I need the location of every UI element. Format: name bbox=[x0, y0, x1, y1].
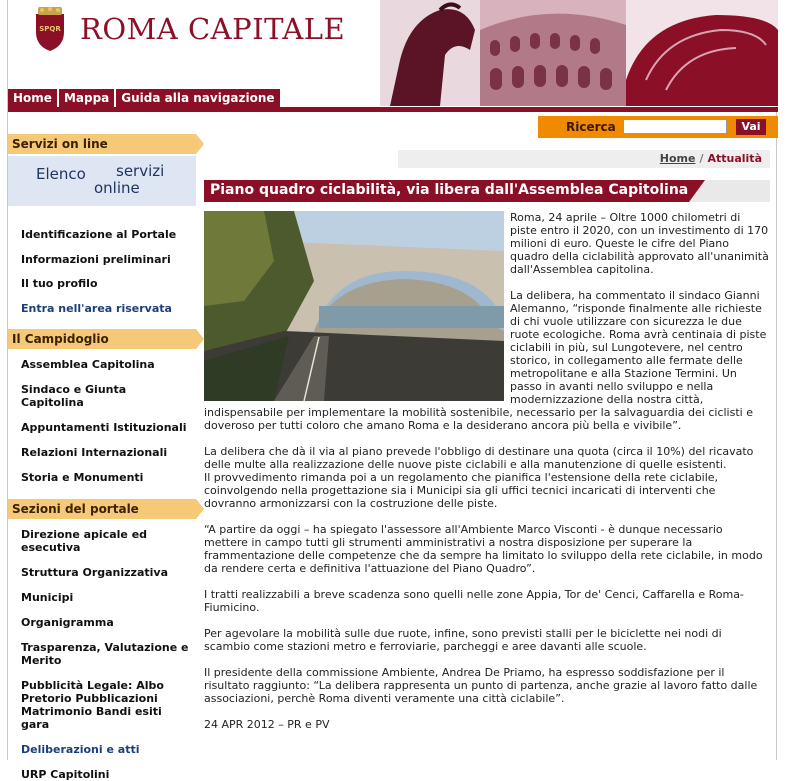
sidebar-section-campidoglio: Il Campidoglio bbox=[8, 329, 196, 349]
nav-guida[interactable]: Guida alla navigazione bbox=[116, 89, 281, 107]
sidebar-section-servizi: Servizi on line bbox=[8, 134, 196, 154]
sidebar-item-identificazione[interactable]: Identificazione al Portale bbox=[21, 228, 177, 241]
sidebar-item-profilo[interactable]: Il tuo profilo bbox=[21, 277, 98, 290]
sidebar-item-appuntamenti[interactable]: Appuntamenti Istituzionali bbox=[21, 421, 187, 434]
sidebar-item-assemblea[interactable]: Assemblea Capitolina bbox=[21, 358, 155, 371]
header-photo-horse bbox=[380, 0, 480, 106]
breadcrumb-current[interactable]: Attualità bbox=[707, 152, 762, 165]
sidebar-item-direzione[interactable]: Direzione apicale ed esecutiva bbox=[21, 528, 148, 554]
article-paragraph-1: Roma, 24 aprile – Oltre 1000 chilometri di piste entro il 2020, con un investimento di 170 milioni di euro. Queste le cifre del Piano quadro della ciclabilità approvato all'unanimità dall'Assemblea capitolina. bbox=[510, 211, 769, 276]
sidebar-item-trasparenza[interactable]: Trasparenza, Valutazione e Merito bbox=[21, 641, 189, 667]
article-paragraph-8: Il presidente della commissione Ambiente, Andrea De Priamo, ha espresso soddisfazione per il risultato raggiunto: “La delibera rappresenta un punto di partenza, anche grazie al lavoro fatto dalle associazioni, perchè Roma diventi veramente una città ciclabile”. bbox=[204, 666, 758, 705]
article-paragraph-5: “A partire da oggi – ha spiegato l'assessore all'Ambiente Marco Visconti - è dunque necessario mettere in campo tutti gli strumenti amministrativi a nostra disposizione per superare la frammentazione delle competenze che da sempre ha limitato lo sviluppo della rete ciclabile, in modo da rendere certa e definitiva l'attuazione del Piano Quadro”. bbox=[204, 523, 763, 575]
header-photo-dome bbox=[626, 0, 778, 106]
article-body bbox=[204, 211, 770, 744]
sidebar-item-urp[interactable]: URP Capitolini bbox=[21, 768, 110, 781]
search-bar bbox=[538, 116, 778, 138]
banner-text-online: online bbox=[94, 179, 140, 197]
page-frame bbox=[7, 0, 777, 781]
sidebar-section-sezioni: Sezioni del portale bbox=[8, 499, 196, 519]
sidebar-item-informazioni[interactable]: Informazioni preliminari bbox=[21, 253, 171, 266]
breadcrumb-separator: / bbox=[699, 152, 704, 165]
svg-text:SPQR: SPQR bbox=[39, 25, 61, 33]
sidebar bbox=[8, 134, 196, 781]
sidebar-item-area-riservata[interactable]: Entra nell'area riservata bbox=[21, 302, 172, 315]
site-header bbox=[8, 0, 778, 108]
article-title: Piano quadro ciclabilità, via libera dall'Assemblea Capitolina bbox=[210, 182, 689, 198]
banner-text-servizi: servizi bbox=[116, 162, 165, 180]
article-paragraph-6: I tratti realizzabili a breve scadenza sono quelli nelle zone Appia, Tor de' Cenci, Caffarella e Roma-Fiumicino. bbox=[204, 588, 744, 614]
top-nav bbox=[8, 89, 282, 107]
article-paragraph-4: Il provvedimento rimanda poi a un regolamento che pianifica l'estensione della rete ciclabile, coinvolgendo nella progettazione sia i Municipi sia gli uffici tecnici incaricati di interventi che dovranno armonizzarsi con la costruzione delle piste. bbox=[204, 471, 719, 510]
search-input[interactable] bbox=[623, 119, 727, 134]
breadcrumb bbox=[398, 150, 770, 168]
nav-home[interactable]: Home bbox=[8, 89, 59, 107]
sidebar-item-storia[interactable]: Storia e Monumenti bbox=[21, 471, 144, 484]
search-button[interactable]: Vai bbox=[736, 119, 766, 135]
site-brand[interactable]: ROMA CAPITALE bbox=[80, 12, 346, 46]
article-paragraph-2: La delibera, ha commentato il sindaco Gianni Alemanno, “risponde finalmente alle richieste di chi vuole utilizzare con sicurezza le due ruote ecologiche. Roma avrà centinaia di piste ciclabili in più, sul Lungotevere, nel centro storico, in collegamento alle fermate delle metropolitane e alla Stazione Termini. Un passo in avanti nello sviluppo e nella modernizzazione della nostra città, indispensabile per implementare la mobilità sostenibile, necessario per la salvaguardia dei ciclisti e doveroso per tutti coloro che amano Roma e la desiderano ancora più bella e vivibile”. bbox=[204, 289, 767, 432]
search-label: Ricerca bbox=[566, 120, 616, 134]
sidebar-item-municipi[interactable]: Municipi bbox=[21, 591, 74, 604]
sidebar-item-struttura[interactable]: Struttura Organizzativa bbox=[21, 566, 168, 579]
breadcrumb-home[interactable]: Home bbox=[659, 152, 696, 165]
header-divider bbox=[8, 107, 778, 112]
article-dateline: 24 APR 2012 – PR e PV bbox=[204, 718, 330, 731]
article-paragraph-7: Per agevolare la mobilità sulle due ruote, infine, sono previsti stalli per le biciclette nei nodi di scambio come stazioni metro e ferroviarie, parcheggi e aree davanti alle scuole. bbox=[204, 627, 722, 653]
header-photo-colosseum bbox=[480, 0, 626, 106]
banner-text-elenco: Elenco bbox=[36, 165, 86, 183]
sidebar-item-pubblicita-legale[interactable]: Pubblicità Legale: Albo Pretorio Pubblicazioni Matrimonio Bandi esiti gara bbox=[21, 679, 164, 731]
servizi-online-banner[interactable] bbox=[8, 156, 196, 206]
roma-capitale-shield-icon[interactable] bbox=[32, 6, 68, 52]
nav-mappa[interactable]: Mappa bbox=[59, 89, 116, 107]
sidebar-item-relazioni[interactable]: Relazioni Internazionali bbox=[21, 446, 168, 459]
sidebar-item-organigramma[interactable]: Organigramma bbox=[21, 616, 114, 629]
article-photo-bridge bbox=[204, 211, 504, 401]
sidebar-item-sindaco[interactable]: Sindaco e Giunta Capitolina bbox=[21, 383, 127, 409]
article-title-bar bbox=[204, 180, 770, 202]
article-paragraph-3: La delibera che dà il via al piano prevede l'obbligo di destinare una quota (circa il 10%) del ricavato delle multe alla realizzazione delle nuove piste ciclabili e alla manutenzione di quelle esistenti. bbox=[204, 445, 754, 471]
sidebar-item-deliberazioni[interactable]: Deliberazioni e atti bbox=[21, 743, 140, 756]
